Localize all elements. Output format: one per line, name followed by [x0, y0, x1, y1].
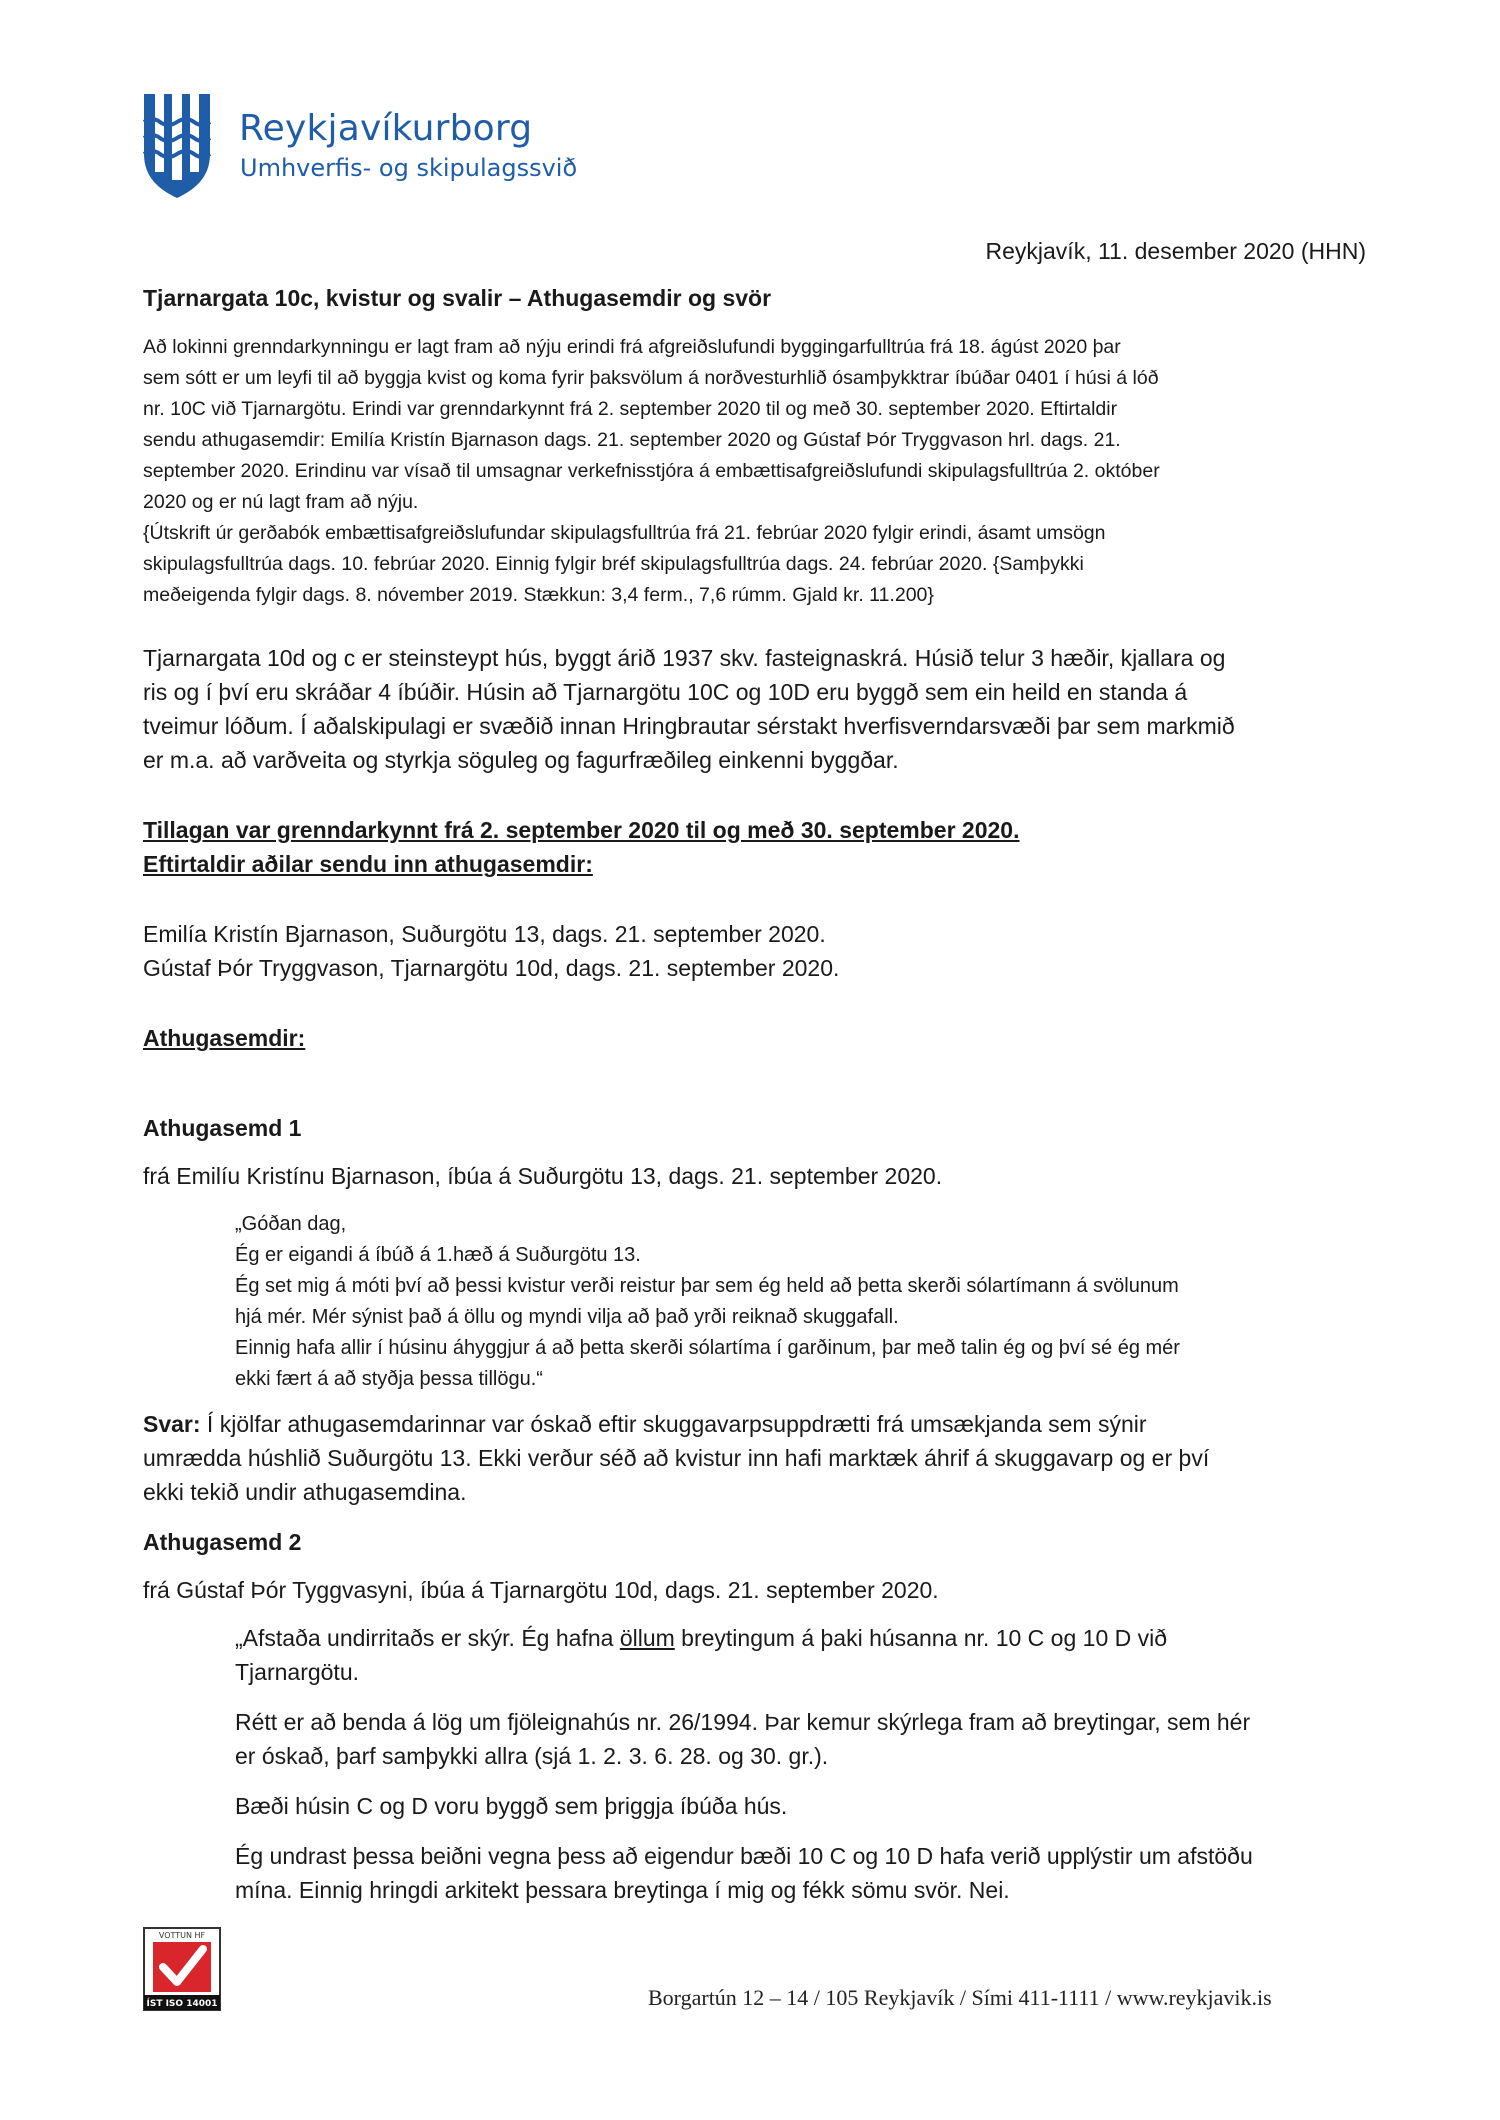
- date-line: Reykjavík, 11. desember 2020 (HHN): [985, 238, 1366, 264]
- quote-line: Ég set mig á móti því að þessi kvistur verði reistur þar sem ég held að þetta skerði sólartímann á svölunum: [235, 1275, 1179, 1297]
- comment-2-quote: [235, 1621, 1368, 1907]
- quote-paragraph-2: [235, 1705, 1368, 1773]
- quote-text: breytingum á þaki húsanna nr. 10 C og 10 D við: [674, 1625, 1168, 1651]
- answer-label: Svar:: [143, 1411, 201, 1437]
- quote-text: mína. Einnig hringdi arkitekt þessara breytinga í mig og fékk sömu svör. Nei.: [235, 1877, 1010, 1903]
- intro-line: {Útskrift úr gerðabók embættisafgreiðslufundar skipulagsfulltrúa frá 21. febrúar 2020 fylgir erindi, ásamt umsögn: [143, 522, 1106, 544]
- quote-text: Ég undrast þessa beiðni vegna þess að eigendur bæði 10 C og 10 D hafa verið upplýstir um afstöðu: [235, 1843, 1253, 1869]
- notice-line-2: Eftirtaldir aðilar sendu inn athugasemdir:: [143, 851, 593, 877]
- notice-section: [143, 813, 1368, 881]
- quote-underlined-word: öllum: [619, 1625, 675, 1651]
- description-line: Tjarnargata 10d og c er steinsteypt hús, byggt árið 1937 skv. fasteignaskrá. Húsið telur 3 hæðir, kjallara og: [143, 645, 1226, 671]
- quote-line: ekki fært á að styðja þessa tillögu.“: [235, 1368, 543, 1390]
- quote-paragraph-1: [235, 1621, 1368, 1689]
- city-shield-icon: [142, 92, 212, 200]
- answer-line: umrædda húshlið Suðurgötu 13. Ekki verður séð að kvistur inn hafi marktæk áhrif á skuggavarp og er því: [143, 1445, 1210, 1471]
- intro-line: meðeigenda fylgir dags. 8. nóvember 2019. Stækkun: 3,4 ferm., 7,6 rúmm. Gjald kr. 11.200}: [143, 584, 934, 606]
- intro-line: 2020 og er nú lagt fram að nýju.: [143, 491, 419, 513]
- intro-line: Að lokinni grenndarkynningu er lagt fram að nýju erindi frá afgreiðslufundi byggingarfulltrúa frá 18. ágúst 2020 þar: [143, 336, 1121, 358]
- commenters-list: [143, 917, 1368, 985]
- quote-text: er óskað, þarf samþykki allra (sjá 1. 2. 3. 6. 28. og 30. gr.).: [235, 1743, 829, 1769]
- iso-certification-icon: [143, 1927, 221, 2011]
- quote-line: hjá mér. Mér sýnist það á öllu og myndi vilja að það yrði reiknað skuggafall.: [235, 1306, 899, 1328]
- intro-line: skipulagsfulltrúa dags. 10. febrúar 2020. Einnig fylgir bréf skipulagsfulltrúa dags. 24. febrúar 2020. {Samþykki: [143, 553, 1084, 575]
- comment-1-from: frá Emilíu Kristínu Bjarnason, íbúa á Suðurgötu 13, dags. 21. september 2020.: [143, 1163, 943, 1189]
- answer-text: Í kjölfar athugasemdarinnar var óskað eftir skuggavarpsuppdrætti frá umsækjanda sem sýnir: [200, 1411, 1147, 1437]
- comments-heading-block: [143, 1021, 1368, 1055]
- commenter-item: Emilía Kristín Bjarnason, Suðurgötu 13, dags. 21. september 2020.: [143, 921, 826, 947]
- intro-line: sem sótt er um leyfi til að byggja kvist og koma fyrir þaksvölum á norðvesturhlið ósamþykktrar íbúðar 0401 í húsi á lóð: [143, 367, 1159, 389]
- comment-1-quote: [235, 1209, 1368, 1395]
- quote-line: „Góðan dag,: [235, 1213, 347, 1235]
- quote-text: Rétt er að benda á lög um fjöleignahús nr. 26/1994. Þar kemur skýrlega fram að breytingar, sem hér: [235, 1709, 1251, 1735]
- description-line: ris og í því eru skráðar 4 íbúðir. Húsin að Tjarnargötu 10C og 10D eru byggð sem ein heild en standa á: [143, 679, 1188, 705]
- org-name: Reykjavíkurborg: [239, 108, 533, 149]
- comment-1: [143, 1111, 1368, 1509]
- cert-top-text: VOTTUN HF: [158, 1931, 206, 1940]
- commenter-item: Gústaf Þór Tryggvason, Tjarnargötu 10d, dags. 21. september 2020.: [143, 955, 840, 981]
- answer-line: ekki tekið undir athugasemdina.: [143, 1479, 467, 1505]
- quote-line: Ég er eigandi á íbúð á 1.hæð á Suðurgötu 13.: [235, 1244, 641, 1266]
- intro-paragraph: [143, 332, 1368, 611]
- comments-heading: Athugasemdir:: [143, 1025, 306, 1051]
- cert-bottom-text: ÍST ISO 14001: [146, 1999, 218, 2009]
- intro-line: sendu athugasemdir: Emilía Kristín Bjarnason dags. 21. september 2020 og Gústaf Þór Tryggvason hrl. dags. 21.: [143, 429, 1121, 451]
- comment-1-answer: [143, 1407, 1368, 1509]
- header-logo: [142, 92, 582, 202]
- quote-text: Tjarnargötu.: [235, 1659, 360, 1685]
- description-paragraph: [143, 641, 1368, 777]
- comment-2: [143, 1525, 1368, 1907]
- comment-2-heading: Athugasemd 2: [143, 1529, 302, 1555]
- document-title: Tjarnargata 10c, kvistur og svalir – Athugasemdir og svör: [143, 285, 772, 311]
- document-body: [143, 285, 1368, 1923]
- org-department: Umhverfis- og skipulagssvið: [240, 154, 578, 182]
- quote-line: Einnig hafa allir í húsinu áhyggjur á að þetta skerði sólartíma í garðinum, þar með talin ég og því sé ég mér: [235, 1337, 1180, 1359]
- comment-2-from: frá Gústaf Þór Tyggvasyni, íbúa á Tjarnargötu 10d, dags. 21. september 2020.: [143, 1577, 939, 1603]
- comment-1-heading: Athugasemd 1: [143, 1115, 302, 1141]
- description-line: tveimur lóðum. Í aðalskipulagi er svæðið innan Hringbrautar sérstakt hverfisverndarsvæði þar sem markmið: [143, 713, 1235, 739]
- intro-line: nr. 10C við Tjarnargötu. Erindi var grenndarkynnt frá 2. september 2020 til og með 30. september 2020. Eftirtaldir: [143, 398, 1118, 420]
- quote-text: „Afstaða undirritaðs er skýr. Ég hafna: [235, 1625, 620, 1651]
- description-line: er m.a. að varðveita og styrkja söguleg og fagurfræðileg einkenni byggðar.: [143, 747, 899, 773]
- intro-line: september 2020. Erindinu var vísað til umsagnar verkefnisstjóra á embættisafgreiðslufundi skipulagsfulltrúa 2. október: [143, 460, 1160, 482]
- answer-line: [143, 1407, 1368, 1441]
- footer-address: Borgartún 12 – 14 / 105 Reykjavík / Sími 411-1111 / www.reykjavik.is: [648, 1985, 1272, 2010]
- quote-paragraph-4: [235, 1839, 1368, 1907]
- quote-paragraph-3: Bæði húsin C og D voru byggð sem þriggja íbúða hús.: [235, 1793, 788, 1819]
- notice-line-1: Tillagan var grenndarkynnt frá 2. september 2020 til og með 30. september 2020.: [143, 817, 1020, 843]
